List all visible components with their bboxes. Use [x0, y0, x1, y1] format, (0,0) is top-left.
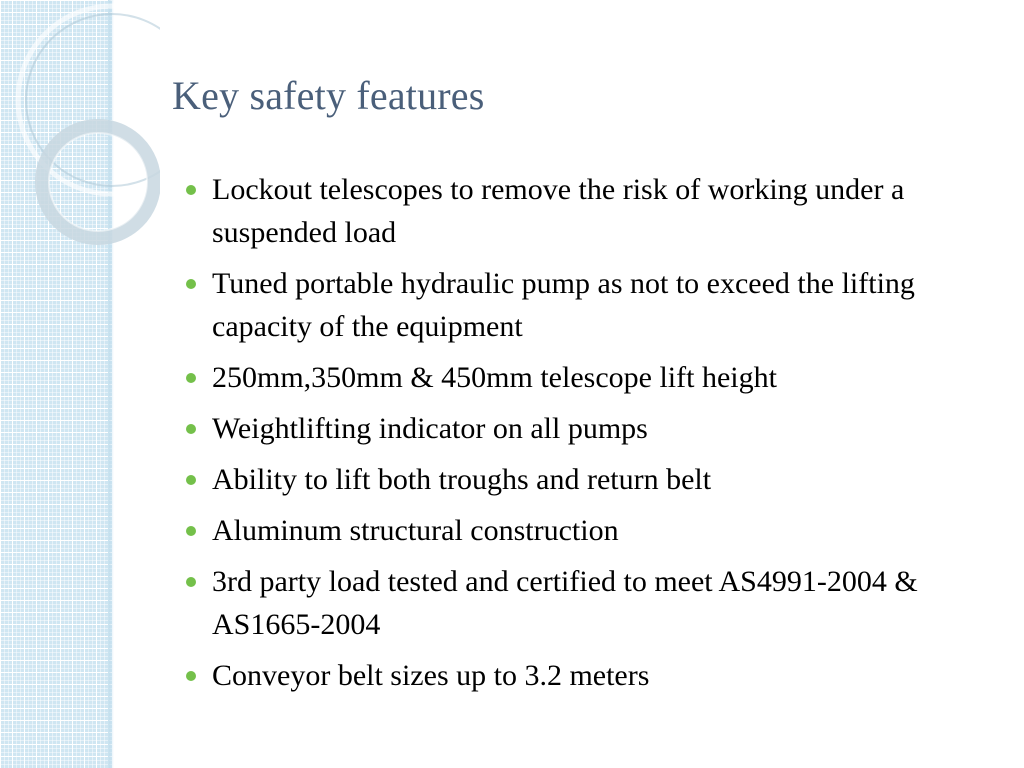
- slide-title: Key safety features: [172, 73, 485, 118]
- bullet-text: 3rd party load tested and certified to meet AS4991-2004 & AS1665-2004: [212, 565, 918, 641]
- bullet-text: Tuned portable hydraulic pump as not to exceed the lifting capacity of the equipment: [212, 267, 915, 343]
- bullet-item: [180, 458, 970, 501]
- bullet-dot-icon: [186, 671, 196, 681]
- decorative-rings: [0, 0, 160, 300]
- bullet-dot-icon: [186, 279, 196, 289]
- bullet-text: Weightlifting indicator on all pumps: [212, 412, 648, 445]
- bullet-dot-icon: [186, 373, 196, 383]
- bullet-text: Conveyor belt sizes up to 3.2 meters: [212, 659, 650, 692]
- bullet-item: [180, 168, 970, 254]
- bullet-text: Aluminum structural construction: [212, 514, 619, 547]
- bullet-list: [180, 168, 970, 705]
- bullet-text: 250mm,350mm & 450mm telescope lift height: [212, 361, 777, 394]
- bullet-item: [180, 509, 970, 552]
- bullet-dot-icon: [186, 577, 196, 587]
- bullet-item: [180, 560, 970, 646]
- bullet-dot-icon: [186, 185, 196, 195]
- bullet-dot-icon: [186, 526, 196, 536]
- bullet-item: [180, 654, 970, 697]
- bullet-text: Lockout telescopes to remove the risk of working under a suspended load: [212, 173, 905, 249]
- bullet-text: Ability to lift both troughs and return belt: [212, 463, 712, 496]
- bullet-dot-icon: [186, 475, 196, 485]
- bullet-item: [180, 407, 970, 450]
- bullet-item: [180, 262, 970, 348]
- bullet-item: [180, 356, 970, 399]
- bullet-dot-icon: [186, 424, 196, 434]
